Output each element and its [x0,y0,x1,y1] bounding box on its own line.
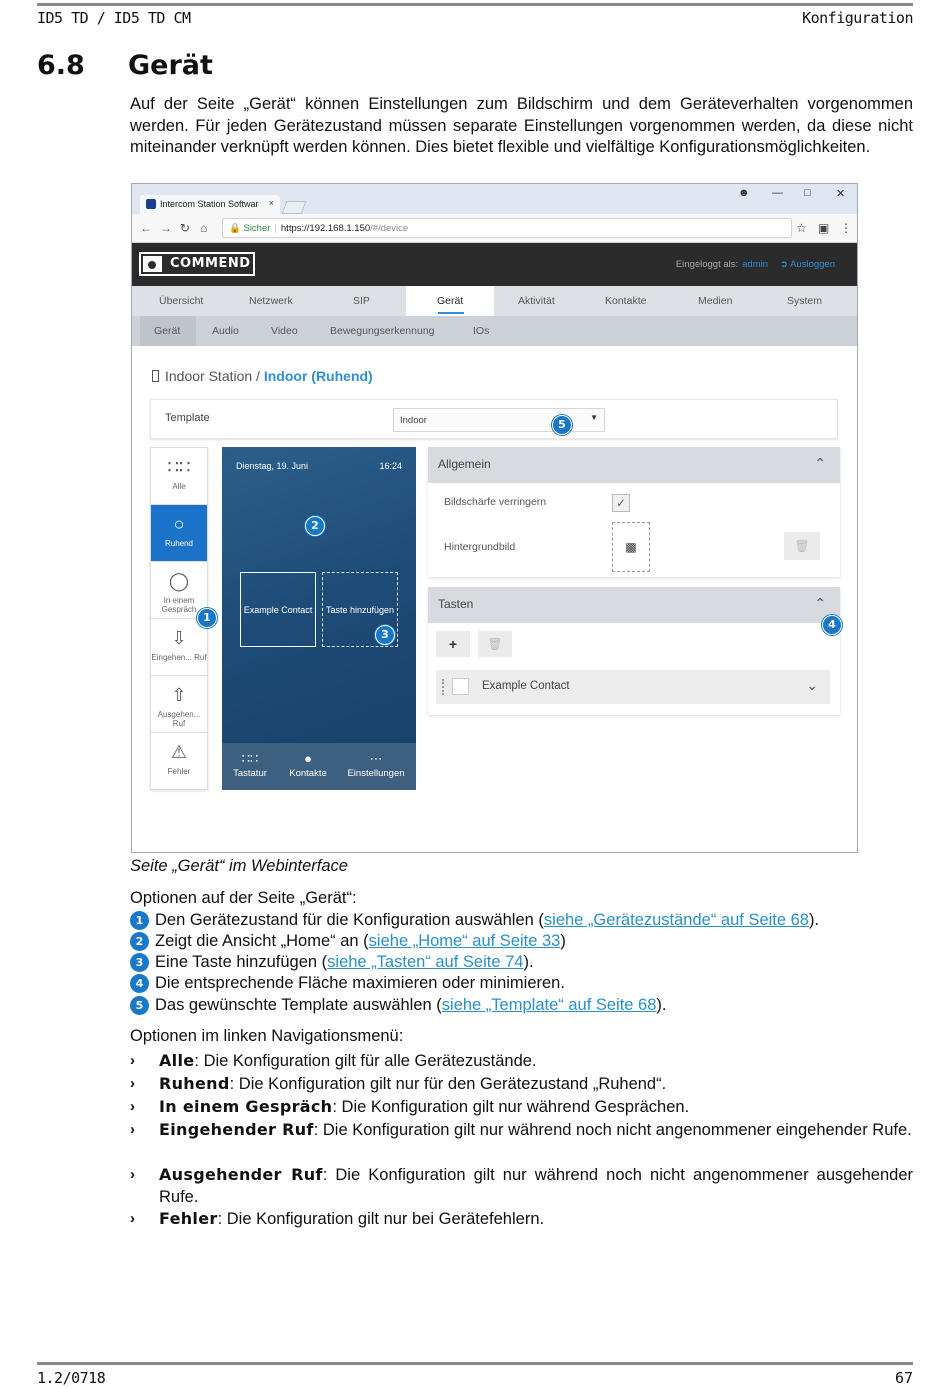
menu-item-alle [130,1050,913,1072]
number-badge: 5 [130,996,149,1015]
delete-background-button[interactable] [784,532,820,560]
menu-heading: Optionen im linken Navigationsmenü: [130,1027,404,1045]
subtab-bewegungserkennung[interactable]: Bewegungserkennung [330,325,435,337]
tab-uebersicht[interactable]: Übersicht [159,295,204,307]
chevron-down-icon[interactable]: ⌄ [806,677,818,693]
option-link[interactable]: siehe „Gerätezustände“ auf Seite 68 [543,911,809,929]
chevron-up-icon[interactable]: ⌃ [814,595,826,611]
image-icon: ▩ [625,540,637,554]
blur-label: Bildschärfe verringern [444,496,547,508]
person-icon: ● [304,751,312,766]
home-icon[interactable]: ⌂ [200,221,208,235]
drag-handle-icon[interactable] [442,679,446,695]
state-label: Alle [172,482,186,491]
device-time: 16:24 [379,461,402,471]
menu-term: Alle [159,1051,195,1070]
chat-icon: ◯ [168,571,190,591]
close-window-icon[interactable]: ✕ [836,188,846,200]
circle-icon: ○ [173,514,185,534]
bullet-arrow-icon: › [130,1075,135,1092]
footer-version: 1.2/0718 [37,1369,106,1387]
background-label: Hintergrundbild [444,541,516,553]
template-label: Template [165,412,210,424]
active-tab-indicator [438,312,464,314]
login-info [676,259,835,270]
device-bottom-bar [222,743,416,790]
arrow-up-icon: ⇧ [171,685,187,705]
template-value: Indoor [400,415,427,426]
state-label: Ausgehen... Ruf [157,710,201,728]
option-text: Das gewünschte Template auswählen ( [155,996,442,1014]
menu-text: : Die Konfiguration gilt nur während noch nicht angenommener ausgehender Rufe. [159,1166,914,1206]
menu-term: Ausgehender Ruf [159,1165,323,1184]
option-text: Zeigt die Ansicht „Home“ an ( [155,932,369,950]
template-card [150,399,838,439]
page-title-current: Indoor (Ruhend) [263,368,373,384]
subtab-ios[interactable]: IOs [473,325,490,337]
secure-label: Sicher [243,223,271,234]
options-heading: Optionen auf der Seite „Gerät“: [130,889,357,907]
footer-page-number: 67 [894,1369,913,1387]
sub-nav [132,316,857,346]
example-contact-key[interactable]: Example Contact [240,572,316,647]
option-link[interactable]: siehe „Home“ auf Seite 33 [368,932,561,950]
subtab-geraet[interactable]: Gerät [154,325,181,337]
background-image-picker[interactable] [612,522,650,572]
contact-row[interactable] [436,670,830,704]
option-item-5 [130,996,667,1015]
menu-text: : Die Konfiguration gilt für alle Gerätezustände. [194,1052,537,1070]
section-number: 6.8 [37,50,85,81]
panel-title: Tasten [438,597,474,611]
webinterface-screenshot [131,183,858,853]
menu-term: Eingehender Ruf [159,1120,314,1139]
option-text: Die entsprechende Fläche maximieren oder minimieren. [155,974,565,992]
logo-text: COMMEND [170,256,251,271]
state-ruhend[interactable] [151,505,207,562]
bullet-arrow-icon: › [130,1098,135,1115]
contact-checkbox[interactable] [452,678,469,695]
back-icon[interactable]: ← [140,221,152,235]
option-link[interactable]: siehe „Template“ auf Seite 68 [441,996,657,1014]
menu-item-gespraech [130,1096,913,1118]
state-fehler[interactable] [151,733,207,790]
option-item-4 [130,974,565,993]
main-nav [132,286,857,316]
option-item-1 [130,911,819,930]
lock-icon: 🔒 [229,223,241,234]
menu-term: In einem Gespräch [159,1097,333,1116]
tab-aktivitaet[interactable]: Aktivität [518,295,555,307]
header-rule [37,3,913,6]
warning-icon: ⚠ [170,742,188,762]
state-label: Fehler [167,767,191,776]
callout-badge-4: 4 [822,615,842,635]
menu-text: : Die Konfiguration gilt nur während noch nicht angenommener eingehender Rufe. [313,1121,912,1139]
add-key-plus-button[interactable] [436,631,470,657]
figure-caption: Seite „Gerät“ im Webinterface [130,857,348,875]
bullet-arrow-icon: › [130,1052,135,1069]
panel-tasten-header[interactable] [428,587,840,623]
menu-text: : Die Konfiguration gilt nur bei Gerätefehlern. [217,1210,545,1228]
number-badge: 1 [130,911,149,930]
menu-item-ruhend [130,1073,913,1095]
url-host: https://192.168.1.150 [280,223,371,234]
contacts-label: Kontakte [289,768,327,779]
profile-icon[interactable]: ☻ [738,187,750,199]
tab-medien[interactable]: Medien [698,295,733,307]
keypad-label: Tastatur [233,768,267,779]
state-label: Ruhend [164,539,194,548]
footer-rule [37,1362,913,1365]
tab-geraet[interactable]: Gerät [437,295,464,307]
commend-logo [139,252,255,276]
app-header [132,243,857,286]
browser-toolbar [132,214,857,243]
menu-item-ausgehender-ruf [130,1164,913,1208]
menu-text: : Die Konfiguration gilt nur während Gesprächen. [332,1098,690,1116]
option-after: ). [523,953,534,971]
panel-allgemein-header[interactable] [428,447,840,483]
logo-mark-icon [143,256,162,272]
address-bar[interactable]: 🔒 Sicher | https://192.168.1.150/#/device [222,218,792,238]
panel-tasten [428,587,840,715]
option-item-2 [130,932,566,951]
keypad-icon: ∷∷ [241,751,259,766]
logout-icon: ➲ [780,259,791,270]
bullet-arrow-icon: › [130,1210,135,1227]
option-text: Den Gerätezustand für die Konfiguration auswählen ( [155,911,544,929]
bullet-arrow-icon: › [130,1166,135,1183]
callout-badge-2: 2 [305,516,325,536]
panel-allgemein [428,447,840,577]
option-item-3 [130,953,534,972]
intro-paragraph: Auf der Seite „Gerät“ können Einstellungen zum Bildschirm und dem Geräteverhalten vorgenommen werden. Für jeden Gerätezustand müssen separate Einstellungen vorgenommen werden, da diese nicht miteinander verknüpft werden können. Dies bietet flexible und vielfältige Konfigurationsmöglichkeiten. [130,95,913,156]
chevron-up-icon[interactable]: ⌃ [814,455,826,471]
callout-badge-3: 3 [375,625,395,645]
state-alle[interactable] [151,448,207,505]
menu-term: Ruhend [159,1074,230,1093]
page-title [152,368,373,384]
subtab-audio[interactable]: Audio [212,325,239,337]
menu-item-eingehender-ruf [130,1119,913,1141]
tab-kontakte[interactable]: Kontakte [605,295,647,307]
device-preview[interactable] [222,447,416,790]
url-path: /#/device [370,223,409,234]
tab-system[interactable]: System [787,295,823,307]
option-after: ) [560,932,566,950]
panel-title: Allgemein [438,457,491,471]
option-after: ). [656,996,667,1014]
arrow-down-icon: ⇩ [171,628,187,648]
browser-titlebar [132,184,857,214]
logged-in-label: Eingeloggt als: [675,259,739,270]
subtab-video[interactable]: Video [271,325,298,337]
settings-label: Einstellungen [347,768,405,779]
add-key-button[interactable]: Taste hinzufügen [322,572,398,647]
minimize-icon[interactable]: — [772,187,783,199]
keypad-button[interactable] [230,751,270,779]
delete-key-button[interactable] [478,631,512,657]
browser-menu-icon[interactable]: ⋮ [840,221,852,235]
new-tab-button[interactable] [282,201,307,214]
callout-badge-5: 5 [552,415,572,435]
forward-icon[interactable]: → [160,221,172,235]
bookmark-star-icon[interactable]: ☆ [796,221,807,235]
option-after: ). [809,911,820,929]
device-icon [152,370,159,382]
contacts-button[interactable] [285,751,331,779]
tab-netzwerk[interactable]: Netzwerk [249,295,293,307]
tab-sip[interactable]: SIP [353,295,370,307]
state-eingehender-ruf[interactable] [151,619,207,676]
reload-icon[interactable]: ↻ [180,221,191,235]
contact-label: Example Contact [482,680,570,692]
state-label: In einem Gespräch [161,596,197,614]
number-badge: 2 [130,932,149,951]
header-chapter: Konfiguration [802,9,913,27]
header-product: ID5 TD / ID5 TD CM [37,9,191,27]
option-link[interactable]: siehe „Tasten“ auf Seite 74 [327,953,524,971]
page-title-prefix: Indoor Station / [165,368,260,384]
logout-link[interactable] [780,259,835,270]
state-label: Eingehen... Ruf [151,653,207,662]
menu-term: Fehler [159,1209,218,1228]
number-badge: 3 [130,953,149,972]
menu-text: : Die Konfiguration gilt nur für den Gerätezustand „Ruhend“. [229,1075,667,1093]
trash-icon: 🗑 [794,539,810,553]
more-dots-icon: ⋯ [369,751,383,766]
number-badge: 4 [130,974,149,993]
grid-icon: ∷∷ [167,457,191,477]
state-ausgehender-ruf[interactable] [151,676,207,733]
caret-down-icon: ▼ [590,413,598,422]
trash-icon: 🗑 [487,637,503,651]
logout-label: Ausloggen [790,259,835,270]
settings-button[interactable] [342,751,410,779]
template-select[interactable] [393,408,605,432]
blur-checkbox[interactable]: ✓ [612,494,630,512]
browser-tab[interactable] [140,195,280,214]
bullet-arrow-icon: › [130,1121,135,1138]
tab-title: Intercom Station Softwar [160,199,259,209]
user-link[interactable]: admin [742,259,769,270]
plus-icon: + [448,636,458,652]
section-title: Gerät [128,50,213,81]
extension-icon[interactable]: ▣ [818,221,830,235]
device-date: Dienstag, 19. Juni [236,461,309,471]
favicon-icon [146,199,156,209]
callout-badge-1: 1 [197,608,217,628]
menu-item-fehler [130,1208,913,1230]
option-text: Eine Taste hinzufügen ( [155,953,328,971]
maximize-icon[interactable]: □ [804,187,811,199]
tab-close-icon[interactable]: × [268,198,274,208]
